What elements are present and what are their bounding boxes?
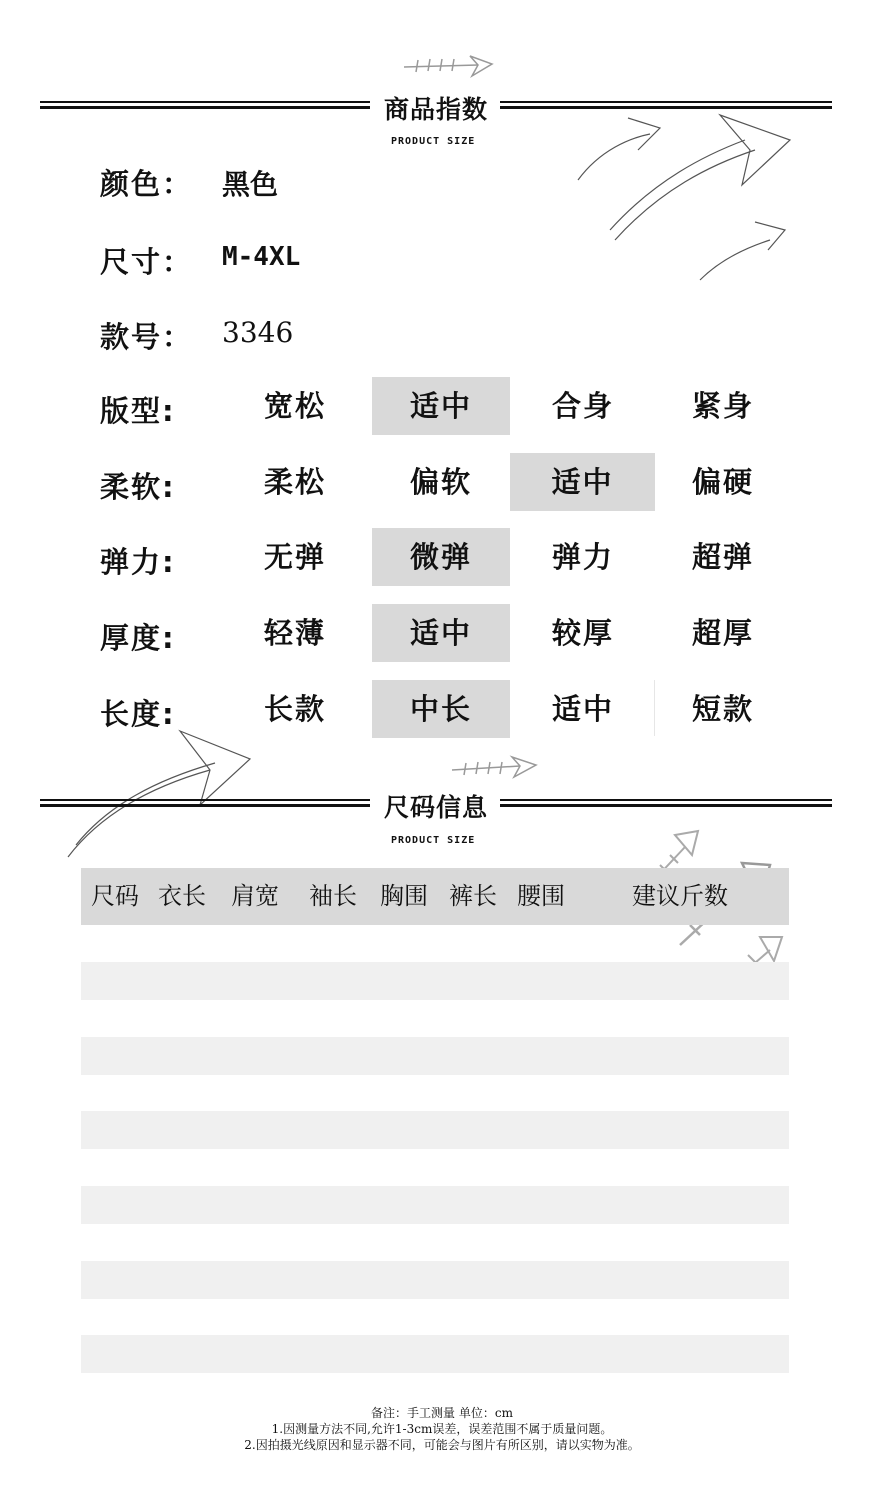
option-super-thick: 超厚 [691,616,754,650]
attribute-label: 弹力: [100,545,176,579]
option-loose: 宽松 [263,389,326,423]
section-title-size-info: 尺码信息 [384,793,489,822]
attribute-label: 厚度: [100,621,176,655]
table-row [81,1037,789,1075]
color-label: 颜色： [100,167,194,201]
arrow-decoration-icon [570,110,810,290]
attribute-label: 柔软: [100,470,176,504]
column-header-length: 衣长 [158,882,206,910]
note-line-1: 1.因测量方法不同,允许1-3cm误差，误差范围不属于质量问题。 [271,1422,613,1436]
option-stretch: 弹力 [551,540,614,574]
option-medium-selected: 适中 [510,453,655,511]
attribute-label: 长度: [100,697,176,731]
table-row [81,1261,789,1299]
table-row [81,1335,789,1373]
option-softer: 偏软 [409,465,472,499]
column-header-shoulder: 肩宽 [231,882,279,910]
option-fitted: 合身 [551,389,614,423]
style-number-label: 款号： [100,320,194,354]
table-row [81,962,789,1000]
option-thin: 轻薄 [263,616,326,650]
table-row [81,1186,789,1224]
section-title-product-index: 商品指数 [384,95,489,124]
option-super-stretch: 超弹 [691,540,754,574]
arrow-decoration-icon [448,752,543,782]
size-label: 尺寸： [100,245,194,279]
option-short: 短款 [691,692,754,726]
option-long: 长款 [263,692,326,726]
column-header-suggested-weight: 建议斤数 [632,882,728,910]
header-rule-left [40,799,370,809]
column-header-sleeve: 袖长 [309,882,357,910]
header-rule-right [500,101,832,111]
option-thicker: 较厚 [551,616,614,650]
column-header-chest: 胸围 [380,882,428,910]
option-regular-selected: 适中 [372,377,510,435]
arrow-decoration-icon [60,725,260,865]
option-harder: 偏硬 [691,465,754,499]
header-rule-right [500,799,832,809]
column-header-size: 尺码 [91,882,139,910]
option-medium: 适中 [551,692,614,726]
option-no-stretch: 无弹 [263,540,326,574]
column-header-waist: 腰围 [517,882,565,910]
option-soft-loose: 柔松 [263,465,326,499]
table-row [81,1111,789,1149]
note-remark: 备注：手工测量 单位：cm [371,1406,513,1420]
section-subtitle: PRODUCT SIZE [391,136,476,147]
section-subtitle: PRODUCT SIZE [391,835,476,846]
attribute-label: 版型: [100,394,176,428]
color-value: 黑色 [222,168,279,201]
size-value: M-4XL [222,242,301,272]
option-tight: 紧身 [691,389,754,423]
header-rule-left [40,101,370,111]
note-line-2: 2.因拍摄光线原因和显示器不同，可能会与图片有所区别，请以实物为准。 [244,1438,640,1452]
arrow-decoration-icon [400,50,500,80]
column-header-pants-length: 裤长 [449,882,497,910]
option-slight-stretch-selected: 微弹 [372,528,510,586]
option-medium-selected: 适中 [372,604,510,662]
option-mid-length-selected: 中长 [372,680,510,738]
style-number-value: 3346 [222,316,294,349]
